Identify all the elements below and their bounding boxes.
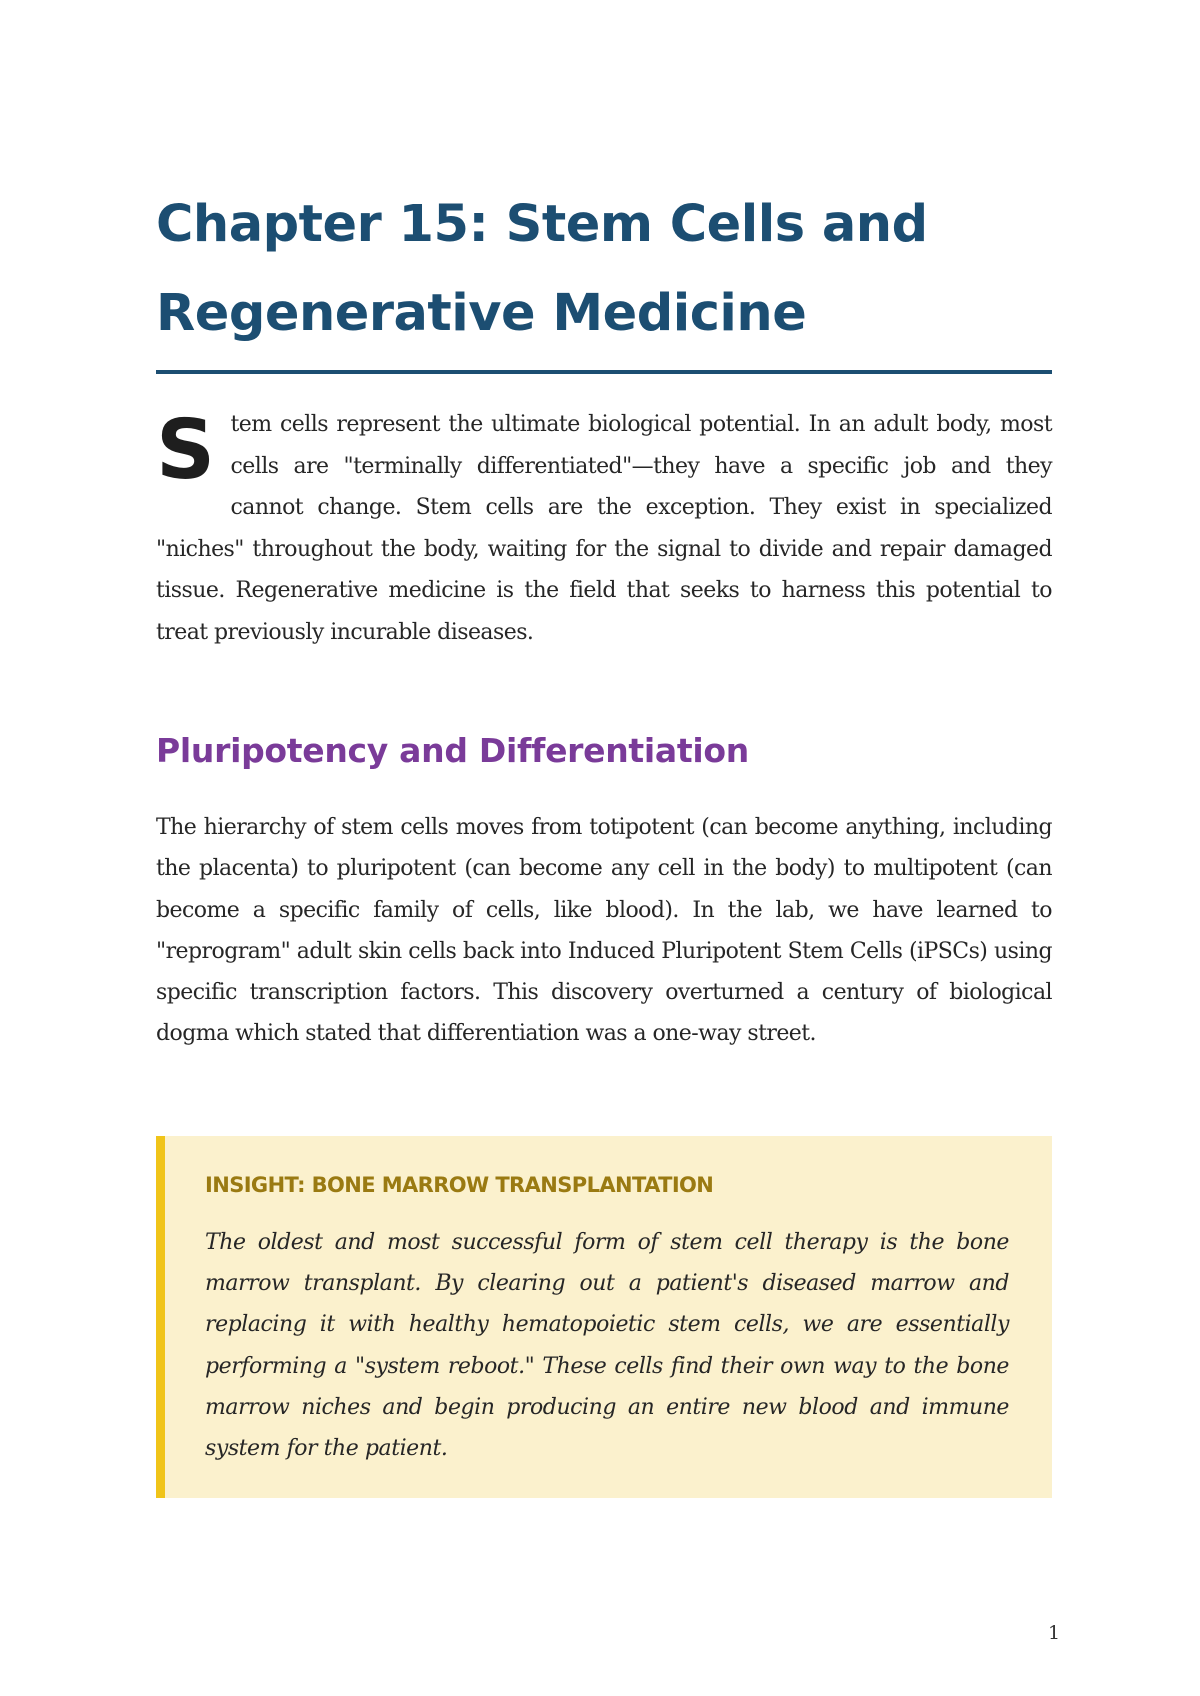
insight-label: INSIGHT: BONE MARROW TRANSPLANTATION <box>205 1173 714 1197</box>
title-divider <box>156 370 1052 374</box>
chapter-title-line-2: Regenerative Medicine <box>156 284 807 343</box>
intro-paragraph <box>156 404 1052 653</box>
insight-text: The oldest and most successful form of stem cell therapy is the bone marrow transplant. By clearing out a patient's diseased marrow and replacing it with healthy hematopoietic stem cells, we are essentially performing a "system reboot." These cells find their own way to the bone marrow niches and begin producing an entire new blood and immune system for the patient. <box>205 1230 1009 1462</box>
intro-text: tem cells represent the ultimate biological potential. In an adult body, most cells are "terminally differentiated"—they have a specific job and they cannot change. Stem cells are the exception. They exist in specialized "niches" throughout the body, waiting for the signal to divide and repair damaged tissue. Regenerative medicine is the field that seeks to harness this potential to treat previously incurable diseases. <box>156 412 1052 645</box>
chapter-title <box>156 180 1052 358</box>
insight-callout <box>156 1136 1052 1498</box>
page-number: 1 <box>1048 1622 1061 1644</box>
document-page <box>156 0 1052 1696</box>
section-heading: Pluripotency and Differentiation <box>156 731 749 770</box>
chapter-title-line-1: Chapter 15: Stem Cells and <box>156 195 928 254</box>
section-paragraph: The hierarchy of stem cells moves from totipotent (can become anything, including the placenta) to pluripotent (can become any cell in the body) to multipotent (can become a specific family of cells, like blood). In the lab, we have learned to "reprogram" adult skin cells back into Induced Pluripotent Stem Cells (iPSCs) using specific transcription factors. This discovery overturned a century of biological dogma which stated that differentiation was a one-way street. <box>156 815 1052 1047</box>
drop-cap: S <box>156 403 215 498</box>
